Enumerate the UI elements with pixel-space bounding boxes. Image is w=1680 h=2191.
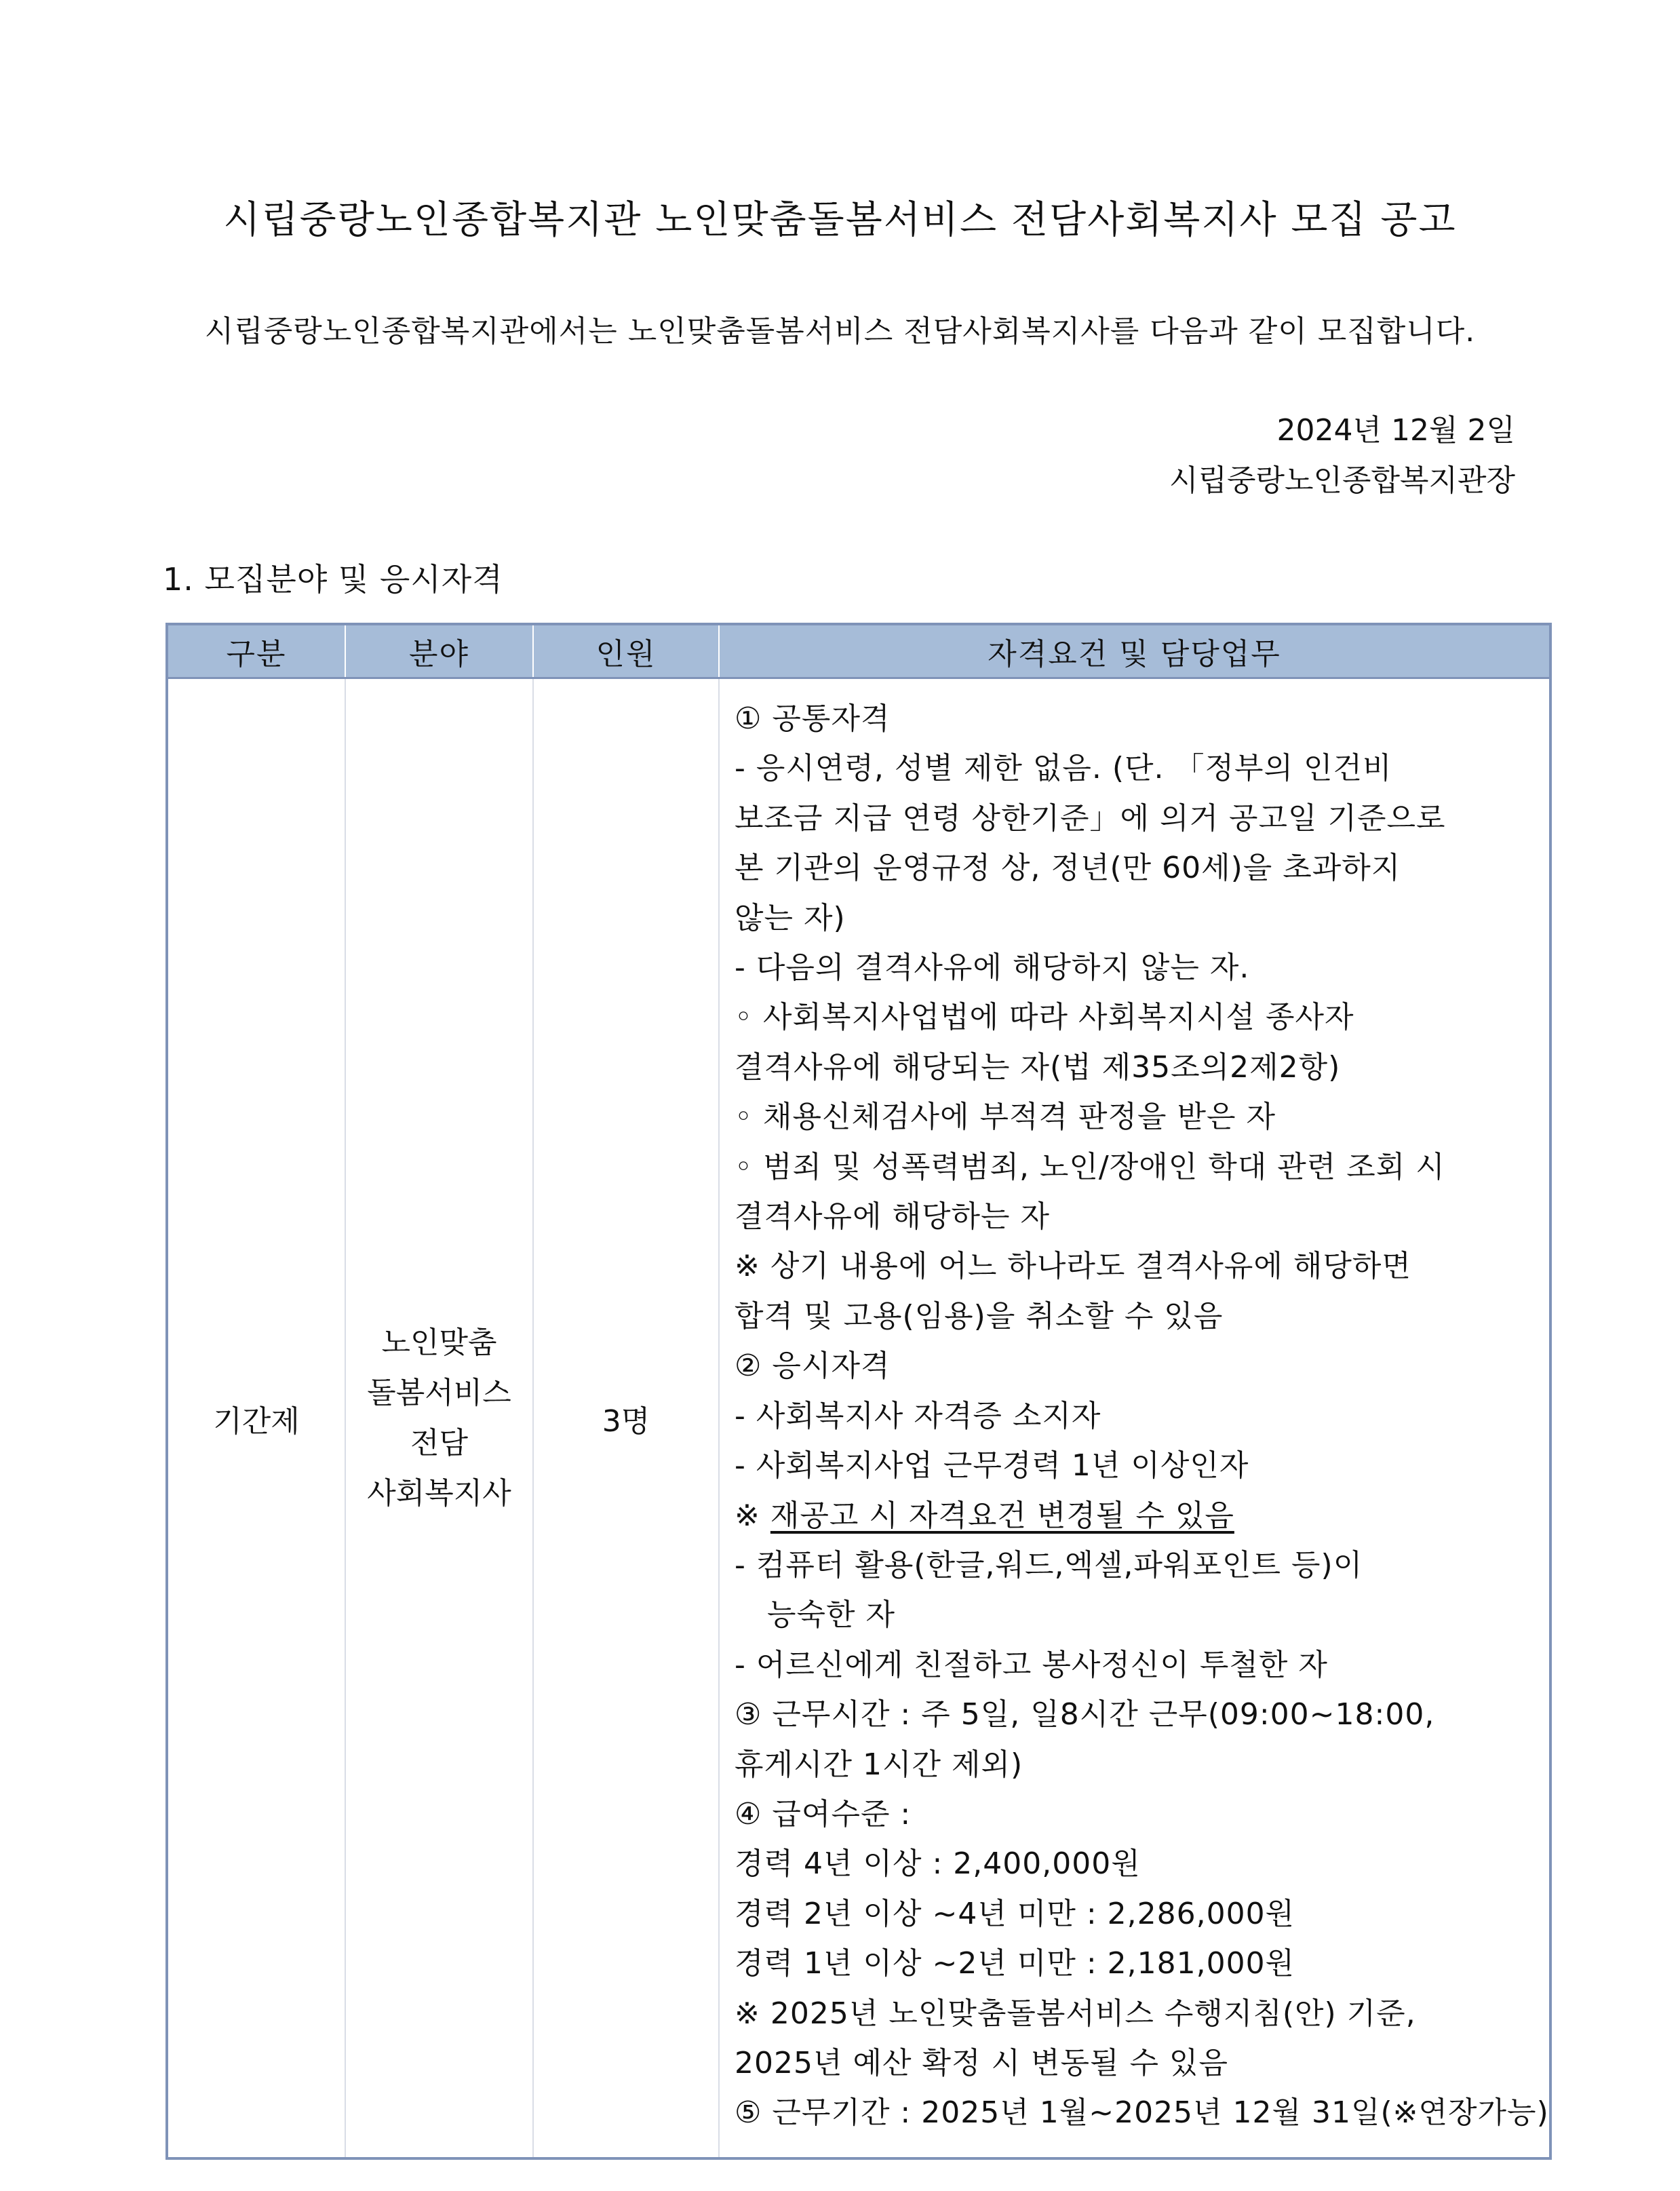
detail-line: ◦ 사회복지사업법에 따라 사회복지시설 종사자 xyxy=(735,1000,1354,1035)
field-line: 노인맞춤 xyxy=(381,1325,497,1360)
detail-line: 본 기관의 운영규정 상, 정년(만 60세)을 초과하지 xyxy=(735,851,1401,886)
detail-line: 2025년 예산 확정 시 변동될 수 있음 xyxy=(735,2045,1228,2080)
field-line: 돌봄서비스 xyxy=(367,1375,511,1410)
underlined-note: 재공고 시 자격요건 변경될 수 있음 xyxy=(770,1498,1234,1533)
intro-text: 시립중랑노인종합복지관에서는 노인맞춤돌봄서비스 전담사회복지사를 다음과 같이 모집합니다. xyxy=(204,314,1476,349)
header-category: 구분 xyxy=(167,624,345,678)
detail-line: 능숙한 자 xyxy=(767,1597,896,1633)
detail-line: ※ 2025년 노인맞춤돌봄서비스 수행지침(안) 기준, xyxy=(735,1996,1416,2031)
recruitment-table xyxy=(165,623,1552,2160)
detail-line: 경력 2년 이상 ~4년 미만 : 2,286,000원 xyxy=(735,1896,1295,1931)
requirements-cell xyxy=(719,678,1550,2159)
detail-line: ② 응시자격 xyxy=(735,1349,891,1384)
detail-line: ◦ 채용신체검사에 부적격 판정을 받은 자 xyxy=(735,1100,1276,1135)
detail-line: 경력 1년 이상 ~2년 미만 : 2,181,000원 xyxy=(735,1946,1295,1981)
detail-line: - 어르신에게 친절하고 봉사정신이 투철한 자 xyxy=(735,1647,1328,1682)
detail-line: - 사회복지사 자격증 소지자 xyxy=(735,1398,1101,1433)
detail-line: ⑤ 근무기간 : 2025년 1월~2025년 12월 31일(※연장가능) xyxy=(735,2095,1549,2131)
header-headcount: 인원 xyxy=(533,624,719,678)
detail-line: 결격사유에 해당되는 자(법 제35조의2제2항) xyxy=(735,1049,1341,1085)
field-line: 전담 xyxy=(410,1425,468,1460)
note-mark: ※ xyxy=(735,1498,760,1533)
table-row xyxy=(167,678,1550,2159)
announcement-date: 2024년 12월 2일 xyxy=(1276,413,1515,448)
field-line: 사회복지사 xyxy=(367,1475,511,1511)
header-field: 분야 xyxy=(345,624,533,678)
detail-line: ① 공통자격 xyxy=(735,701,891,736)
detail-line: 경력 4년 이상 : 2,400,000원 xyxy=(735,1846,1141,1882)
detail-line: - 응시연령, 성별 제한 없음. (단. 「정부의 인건비 xyxy=(735,751,1392,786)
issuing-organization: 시립중랑노인종합복지관장 xyxy=(1169,463,1515,498)
header-requirements: 자격요건 및 담당업무 xyxy=(719,624,1550,678)
document-title: 시립중랑노인종합복지관 노인맞춤돌봄서비스 전담사회복지사 모집 공고 xyxy=(223,198,1457,242)
section-heading: 1. 모집분야 및 응시자격 xyxy=(163,561,503,598)
detail-line: - 컴퓨터 활용(한글,워드,엑셀,파워포인트 등)이 xyxy=(735,1547,1363,1583)
detail-line: 휴게시간 1시간 제외) xyxy=(735,1747,1023,1782)
field-cell xyxy=(345,678,533,2159)
table-header-row xyxy=(167,624,1550,678)
category-cell: 기간제 xyxy=(167,678,345,2159)
detail-line: ※ 상기 내용에 어느 하나라도 결격사유에 해당하면 xyxy=(735,1249,1411,1284)
detail-line-note xyxy=(735,1491,1542,1540)
detail-line: 않는 자) xyxy=(735,900,846,935)
detail-line: 합격 및 고용(임용)을 취소할 수 있음 xyxy=(735,1298,1224,1334)
detail-line: 보조금 지급 연령 상한기준」에 의거 공고일 기준으로 xyxy=(735,800,1446,836)
detail-line: - 다음의 결격사유에 해당하지 않는 자. xyxy=(735,950,1250,986)
detail-line: ③ 근무시간 : 주 5일, 일8시간 근무(09:00~18:00, xyxy=(735,1697,1435,1732)
detail-line: ◦ 범죄 및 성폭력범죄, 노인/장애인 학대 관련 조회 시 xyxy=(735,1149,1445,1184)
detail-line: 결격사유에 해당하는 자 xyxy=(735,1199,1051,1235)
detail-line: - 사회복지사업 근무경력 1년 이상인자 xyxy=(735,1448,1249,1484)
detail-line: ④ 급여수준 : xyxy=(735,1796,912,1831)
headcount-cell: 3명 xyxy=(533,678,719,2159)
